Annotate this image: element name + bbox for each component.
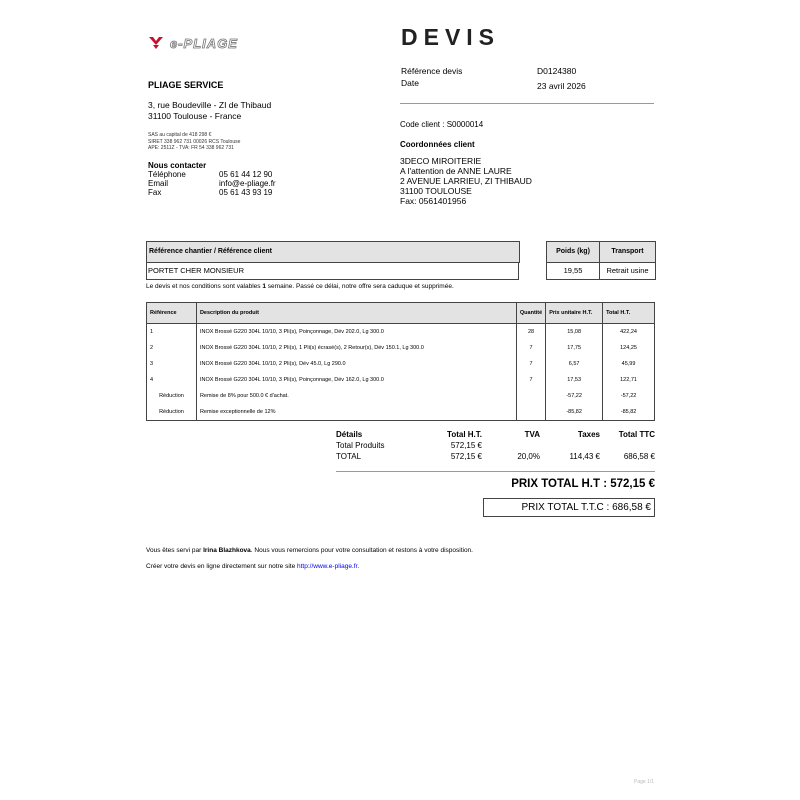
cell-ref: 1 — [147, 324, 197, 341]
email-label: Email — [148, 179, 169, 188]
table-row — [147, 404, 655, 421]
col-header: Prix unitaire H.T. — [546, 303, 603, 324]
client-line: 3DECO MIROITERIE — [400, 156, 482, 166]
client-heading: Coordonnées client — [400, 140, 475, 149]
logo-mark-icon — [149, 37, 163, 45]
weight-value: 19,55 — [546, 262, 600, 280]
cell-desc: INOX Brossé G220 304L 10/10, 2 Pli(s), 1 Pli(s) écrasé(s), 2 Retour(s), Dév 150.1, Lg 300.0 — [196, 340, 516, 356]
cell-ref: 2 — [147, 340, 197, 356]
cell-desc: INOX Brossé G220 304L 10/10, 3 Pli(s), Poinçonnage, Dév 202.0, Lg 300.0 — [196, 324, 516, 341]
date-label: Date — [401, 78, 419, 88]
phone-value: 05 61 44 12 90 — [219, 170, 273, 179]
served-by-text: Vous êtes servi par — [146, 547, 204, 554]
cell-total: 422,24 — [603, 324, 655, 341]
cell-total: 45,99 — [603, 356, 655, 372]
totals-col-header: Taxes — [577, 430, 600, 439]
legal-line: SIRET 338 962 731 00026 RCS Toulouse — [148, 138, 241, 145]
cell-qty: 7 — [516, 340, 545, 356]
cell-desc: Remise exceptionnelle de 12% — [196, 404, 516, 421]
price-total-ttc-text: PRIX TOTAL T.T.C : 686,58 € — [521, 502, 651, 513]
cell-unit: 15,08 — [546, 324, 603, 341]
table-row — [147, 356, 655, 372]
client-address — [400, 156, 532, 206]
col-header: Description du produit — [196, 303, 516, 324]
table-row — [147, 388, 655, 404]
totals-divider — [336, 471, 655, 472]
cell-ref: 4 — [147, 372, 197, 388]
quote-ref-label: Référence devis — [401, 66, 463, 76]
served-by-text: . Nous vous remercions pour votre consultation et restons à votre disposition. — [250, 547, 473, 554]
email-value: info@e-pliage.fr — [219, 179, 276, 188]
totals-cell: 114,43 € — [569, 452, 600, 461]
logo-text: e-PLIAGE — [170, 36, 238, 51]
client-line: A l'attention de ANNE LAURE — [400, 166, 512, 176]
weight-header: Poids (kg) — [546, 241, 600, 263]
totals-cell: 686,58 € — [623, 452, 655, 461]
cell-ref: 3 — [147, 356, 197, 372]
cell-total: -85,82 — [603, 404, 655, 421]
cell-desc: INOX Brossé G220 304L 10/10, 2 Pli(s), Dév 45.0, Lg 290.0 — [196, 356, 516, 372]
validity-text: semaine. Passé ce délai, notre offre sera caduque et supprimée. — [265, 283, 454, 290]
totals-col-header: Total H.T. — [447, 430, 482, 439]
quote-ref-value: D0124380 — [537, 66, 577, 76]
validity-note — [146, 283, 454, 290]
col-header: Total H.T. — [603, 303, 655, 324]
client-line: Fax: 0561401956 — [400, 196, 467, 206]
client-line: 31100 TOULOUSE — [400, 186, 472, 196]
cell-unit: -85,82 — [546, 404, 603, 421]
col-header: Référence — [147, 303, 197, 324]
online-note — [146, 563, 359, 570]
totals-row — [336, 451, 655, 462]
table-header-row — [147, 303, 655, 324]
cell-total: -57,22 — [603, 388, 655, 404]
totals-header-row — [336, 429, 655, 440]
cell-qty — [516, 388, 545, 404]
website-link[interactable]: http://www.e-pliage.fr — [297, 563, 358, 570]
validity-text: Le devis et nos conditions sont valables — [146, 283, 263, 290]
fax-value: 05 61 43 93 19 — [219, 188, 273, 197]
legal-info — [148, 132, 240, 152]
phone-label: Téléphone — [148, 170, 186, 179]
served-by-note — [146, 547, 473, 554]
address-line: 3, rue Boudeville - ZI de Thibaud — [148, 100, 272, 110]
divider — [400, 103, 654, 104]
cell-unit: 17,75 — [546, 340, 603, 356]
cell-unit: -57,22 — [546, 388, 603, 404]
project-ref-header: Référence chantier / Référence client — [146, 241, 520, 263]
company-name: PLIAGE SERVICE — [148, 80, 224, 90]
totals-col-header: Détails — [336, 430, 363, 439]
cell-qty: 28 — [516, 324, 545, 341]
document-title: DEVIS — [401, 24, 501, 50]
company-address — [148, 100, 271, 122]
totals-cell: 20,0% — [517, 452, 540, 461]
table-row — [147, 340, 655, 356]
table-row — [147, 324, 655, 341]
totals-cell: 572,15 € — [450, 441, 482, 450]
cell-qty: 7 — [516, 356, 545, 372]
col-header: Quantité — [516, 303, 545, 324]
online-text: Créer votre devis en ligne directement sur notre site — [146, 563, 298, 570]
totals-table — [336, 429, 655, 462]
totals-col-header: TVA — [524, 430, 540, 439]
price-total-ttc — [483, 498, 655, 517]
cell-ref: Réduction — [147, 404, 197, 421]
cell-total: 124,25 — [603, 340, 655, 356]
totals-col-header: Total TTC — [618, 430, 655, 439]
cell-qty — [516, 404, 545, 421]
items-table — [146, 302, 655, 421]
date-value: 23 avril 2026 — [537, 81, 586, 91]
cell-desc: Remise de 8% pour 500.0 € d'achat. — [196, 388, 516, 404]
cell-total: 122,71 — [603, 372, 655, 388]
validity-weeks: 1 — [262, 283, 266, 290]
client-line: 2 AVENUE LARRIEU, ZI THIBAUD — [400, 176, 532, 186]
cell-desc: INOX Brossé G220 304L 10/10, 3 Pli(s), Poinçonnage, Dév 162.0, Lg 300.0 — [196, 372, 516, 388]
totals-cell: Total Produits — [336, 441, 385, 450]
address-line: 31100 Toulouse - France — [148, 111, 242, 121]
transport-value: Retrait usine — [599, 262, 656, 280]
cell-unit: 17,53 — [546, 372, 603, 388]
cell-unit: 6,57 — [546, 356, 603, 372]
agent-name: Irina Blazhkova — [203, 547, 251, 554]
table-row — [147, 372, 655, 388]
totals-cell — [600, 440, 655, 451]
project-ref-value: PORTET CHER MONSIEUR — [146, 262, 519, 280]
fax-label: Fax — [148, 188, 162, 197]
contact-heading: Nous contacter — [148, 161, 207, 170]
legal-line: APE: 2511Z - TVA: FR 54 338 962 731 — [148, 145, 234, 151]
totals-row — [336, 440, 655, 451]
cell-ref: Réduction — [147, 388, 197, 404]
totals-cell: TOTAL — [336, 452, 362, 461]
legal-line: SAS au capital de 418 298 € — [148, 132, 212, 138]
client-code: Code client : S0000014 — [400, 120, 484, 129]
cell-qty: 7 — [516, 372, 545, 388]
transport-header: Transport — [599, 241, 656, 263]
totals-cell — [482, 440, 540, 451]
totals-cell: 572,15 € — [450, 452, 482, 461]
online-text: . — [357, 563, 360, 570]
page-number: Page 1/1 — [634, 779, 655, 785]
totals-cell — [540, 440, 600, 451]
price-total-ht: PRIX TOTAL H.T : 572,15 € — [511, 478, 655, 490]
